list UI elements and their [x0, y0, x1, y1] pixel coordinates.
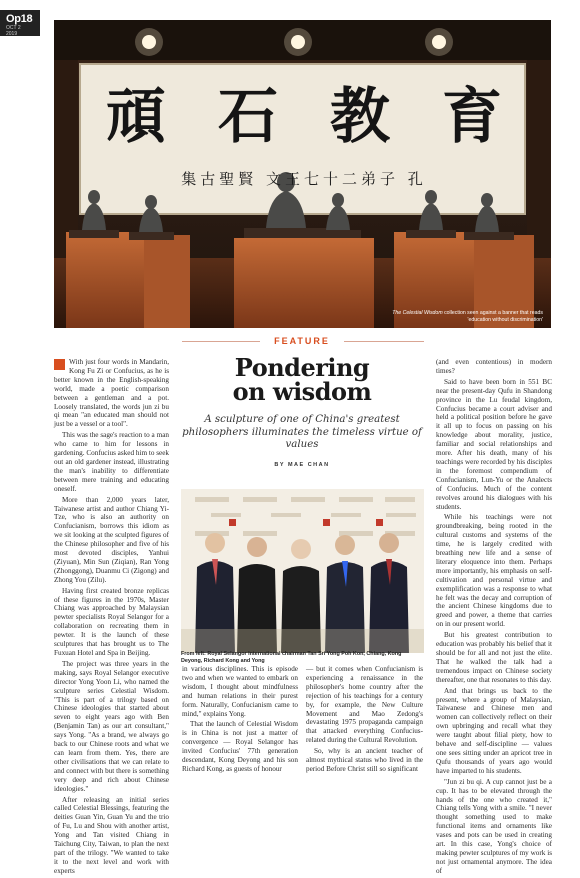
article-column-2	[182, 665, 298, 776]
banner-inscription: 集古聖賢 文王七十二弟子 孔	[181, 170, 427, 188]
paragraph: "Jun zi bu qi. A cup cannot just be a cup. It has to be elevated through the hands of the one who created it," Chiang tells Yong with a smile. "I never thought something used to make functional items and ornaments like vases and pots can be used in creating art. In this case, Yong's choice of making pewter sculptures of my work is not just ornamental anymore. The idea of	[436, 777, 552, 875]
paragraph: Said to have been born in 551 BC near the present-day Qufu in Shandong province in the Lu feudal kingdom, Confucius became a court adviser and held a political position before he gave it all up to focus on passing on his knowledge about morality, justice, familiar and social relationships and more. After his death, many of his teachings were recorded by his disciples in the foremost compendium of Confucianism, Lun-Yu or the Analects of Confucius. Much of the content revolves around his dialogues with his students.	[436, 377, 552, 511]
page-number-tab	[0, 10, 40, 36]
group-photo	[181, 489, 424, 653]
article-title-line1: Pondering	[234, 353, 370, 382]
paragraph: But his greatest contribution to education was probably his belief that it should be for all and not just the elite. That he walked the talk had a tremendous impact on Chinese society thereafter, one that resonates to this day.	[436, 631, 552, 684]
article-column-3	[306, 665, 423, 776]
banner-calligraphy	[94, 72, 514, 162]
article-title	[180, 353, 424, 406]
hero-photo	[54, 20, 551, 328]
hero-caption	[373, 310, 543, 323]
paragraph: More than 2,000 years later, Taiwanese artist and author Chiang Yi-Tze, who is also an authority on Confucianism, borrows this idiom as we sit looking at the sculpted figures of the Chinese philosopher and five of his most devoted disciples, Yanhui (Ziyuan), Min Sun (Ziqian), Ran Yong (Zhonggong), Duanmu Ci (Zigong) and Zhong You (Zilu).	[54, 495, 169, 584]
banner-char-4: 育	[442, 82, 502, 152]
section-kicker: FEATURE	[274, 336, 330, 346]
page-date-line1: OCT 2	[6, 25, 21, 31]
banner-char-1: 頑	[106, 82, 166, 152]
banner-char-3: 教	[330, 82, 390, 152]
article-column-4	[436, 358, 552, 878]
article-byline: BY MAE CHAN	[274, 462, 330, 468]
paragraph: While his teachings were not groundbreaking, being rooted in the cultural customs and systems of the time, he is largely credited with breathing new life and a sense of literary eloquence into them. Perhaps more importantly, his emphasis on self-cultivation and personal virtue and exemplification was a response to what he felt was the decay and corruption of the ancient Chinese kingdoms due to greed and power, a theme that carries on in our present world.	[436, 513, 552, 629]
paragraph: The project was three years in the making, says Royal Selangor executive director Yong Yoon Li, who named the sculpture series Celestial Wisdom. "This is part of a trilogy based on Chinese ideologies that started about seven to eight years ago with Ben (Benjamin Tan) as our art consultant," says Yong. "As a brand, we always go back to our Chinese roots and what we can learn from them. Yes, there are other civilisations that we can relate to and connect with but there is something very deep and rich about Chinese ideologies."	[54, 659, 169, 793]
article-title-line2: on wisdom	[232, 377, 372, 406]
group-photo-caption: From left: Royal Selangor International chairman Tan Sri Yong Poh Kon, Chiang, Kong Deyong, Richard Kong and Yong	[181, 651, 402, 664]
paragraph: in various disciplines. This is episode two and when we wanted to embark on wisdom, I thought about mindfulness and human relations in their purest form. Naturally, Confucianism came to mind," explains Yong.	[182, 665, 298, 718]
hero-caption-italic: The Celestial Wisdom	[392, 310, 443, 316]
paragraph: And that brings us back to the present, where a group of Malaysian, Taiwanese and Chinese men and women can collectively reflect on their own upbringing and recall what they were taught about filial piety, how to behave and self-discipline — values one sees sitting under an apricot tree in Qufu thousands of years ago would have imparted to his students.	[436, 686, 552, 775]
page-date-line2: 2019	[6, 31, 18, 37]
paragraph: This was the sage's reaction to a man who came to him for lessons in gardening. Confucius asked him to seek out an old gardener instead, illustrating the man's inability to differentiate between mere training and educating oneself.	[54, 431, 169, 493]
dropcap-square-icon	[54, 359, 65, 370]
paragraph: After releasing an initial series called Celestial Blessings, featuring the deities Guan Yin, Guan Yu and the trio of Fu, Lu and Shou with another artist, Yong and Tan visited Chiang in Taichung City, Taiwan, to plan the next part of the trilogy. "We wanted to take it to the next level and work with experts	[54, 795, 169, 875]
paragraph: With just four words in Mandarin, Kong Fu Zi or Confucius, as he is better known in the English-speaking world, made a poetic comparison between a gentleman and a pot. Loosely translated, the words jun zi bu qi mean "an educated man should not just be a vessel or a tool".	[54, 358, 169, 429]
article-column-1	[54, 358, 169, 878]
banner-char-2: 石	[218, 82, 278, 152]
paragraph: (and even contentious) in modern times?	[436, 358, 552, 375]
article-deck: A sculpture of one of China's greatest philosophers illuminates the timeless virtue of values	[182, 414, 422, 450]
paragraph: So, why is an ancient teacher of almost mythical status who lived in the period Before Christ still so significant	[306, 747, 423, 773]
hero-caption-rest: collection seen against a banner that reads 'education without discrimination'	[442, 310, 543, 323]
page-number: Op18	[6, 13, 33, 25]
paragraph: That the launch of Celestial Wisdom is in China is not just a matter of convergence — Royal Selangor has invited Confucius' 77th generation descendant, Kong Deyong and his son Richard Kong, as guests of honour	[182, 720, 298, 773]
group-photo-illustration	[181, 489, 424, 653]
paragraph: — but it comes when Confucianism is experiencing a renaissance in the philosopher's home country after the rejection of his teachings for a century by, for example, the New Culture Movement and Mao Zedong's devastating 1975 propaganda campaign that attacked everything Confucius-related during the Cultural Revolution.	[306, 665, 423, 745]
paragraph: Having first created bronze replicas of these figures in the 1970s, Master Chiang was approached by Malaysian pewter specialists Royal Selangor for a collaboration on recreating them in pewter. It is the launch of these sculptures that has brought us to The Fuxuan Hotel and Spa in Beijing.	[54, 586, 169, 657]
